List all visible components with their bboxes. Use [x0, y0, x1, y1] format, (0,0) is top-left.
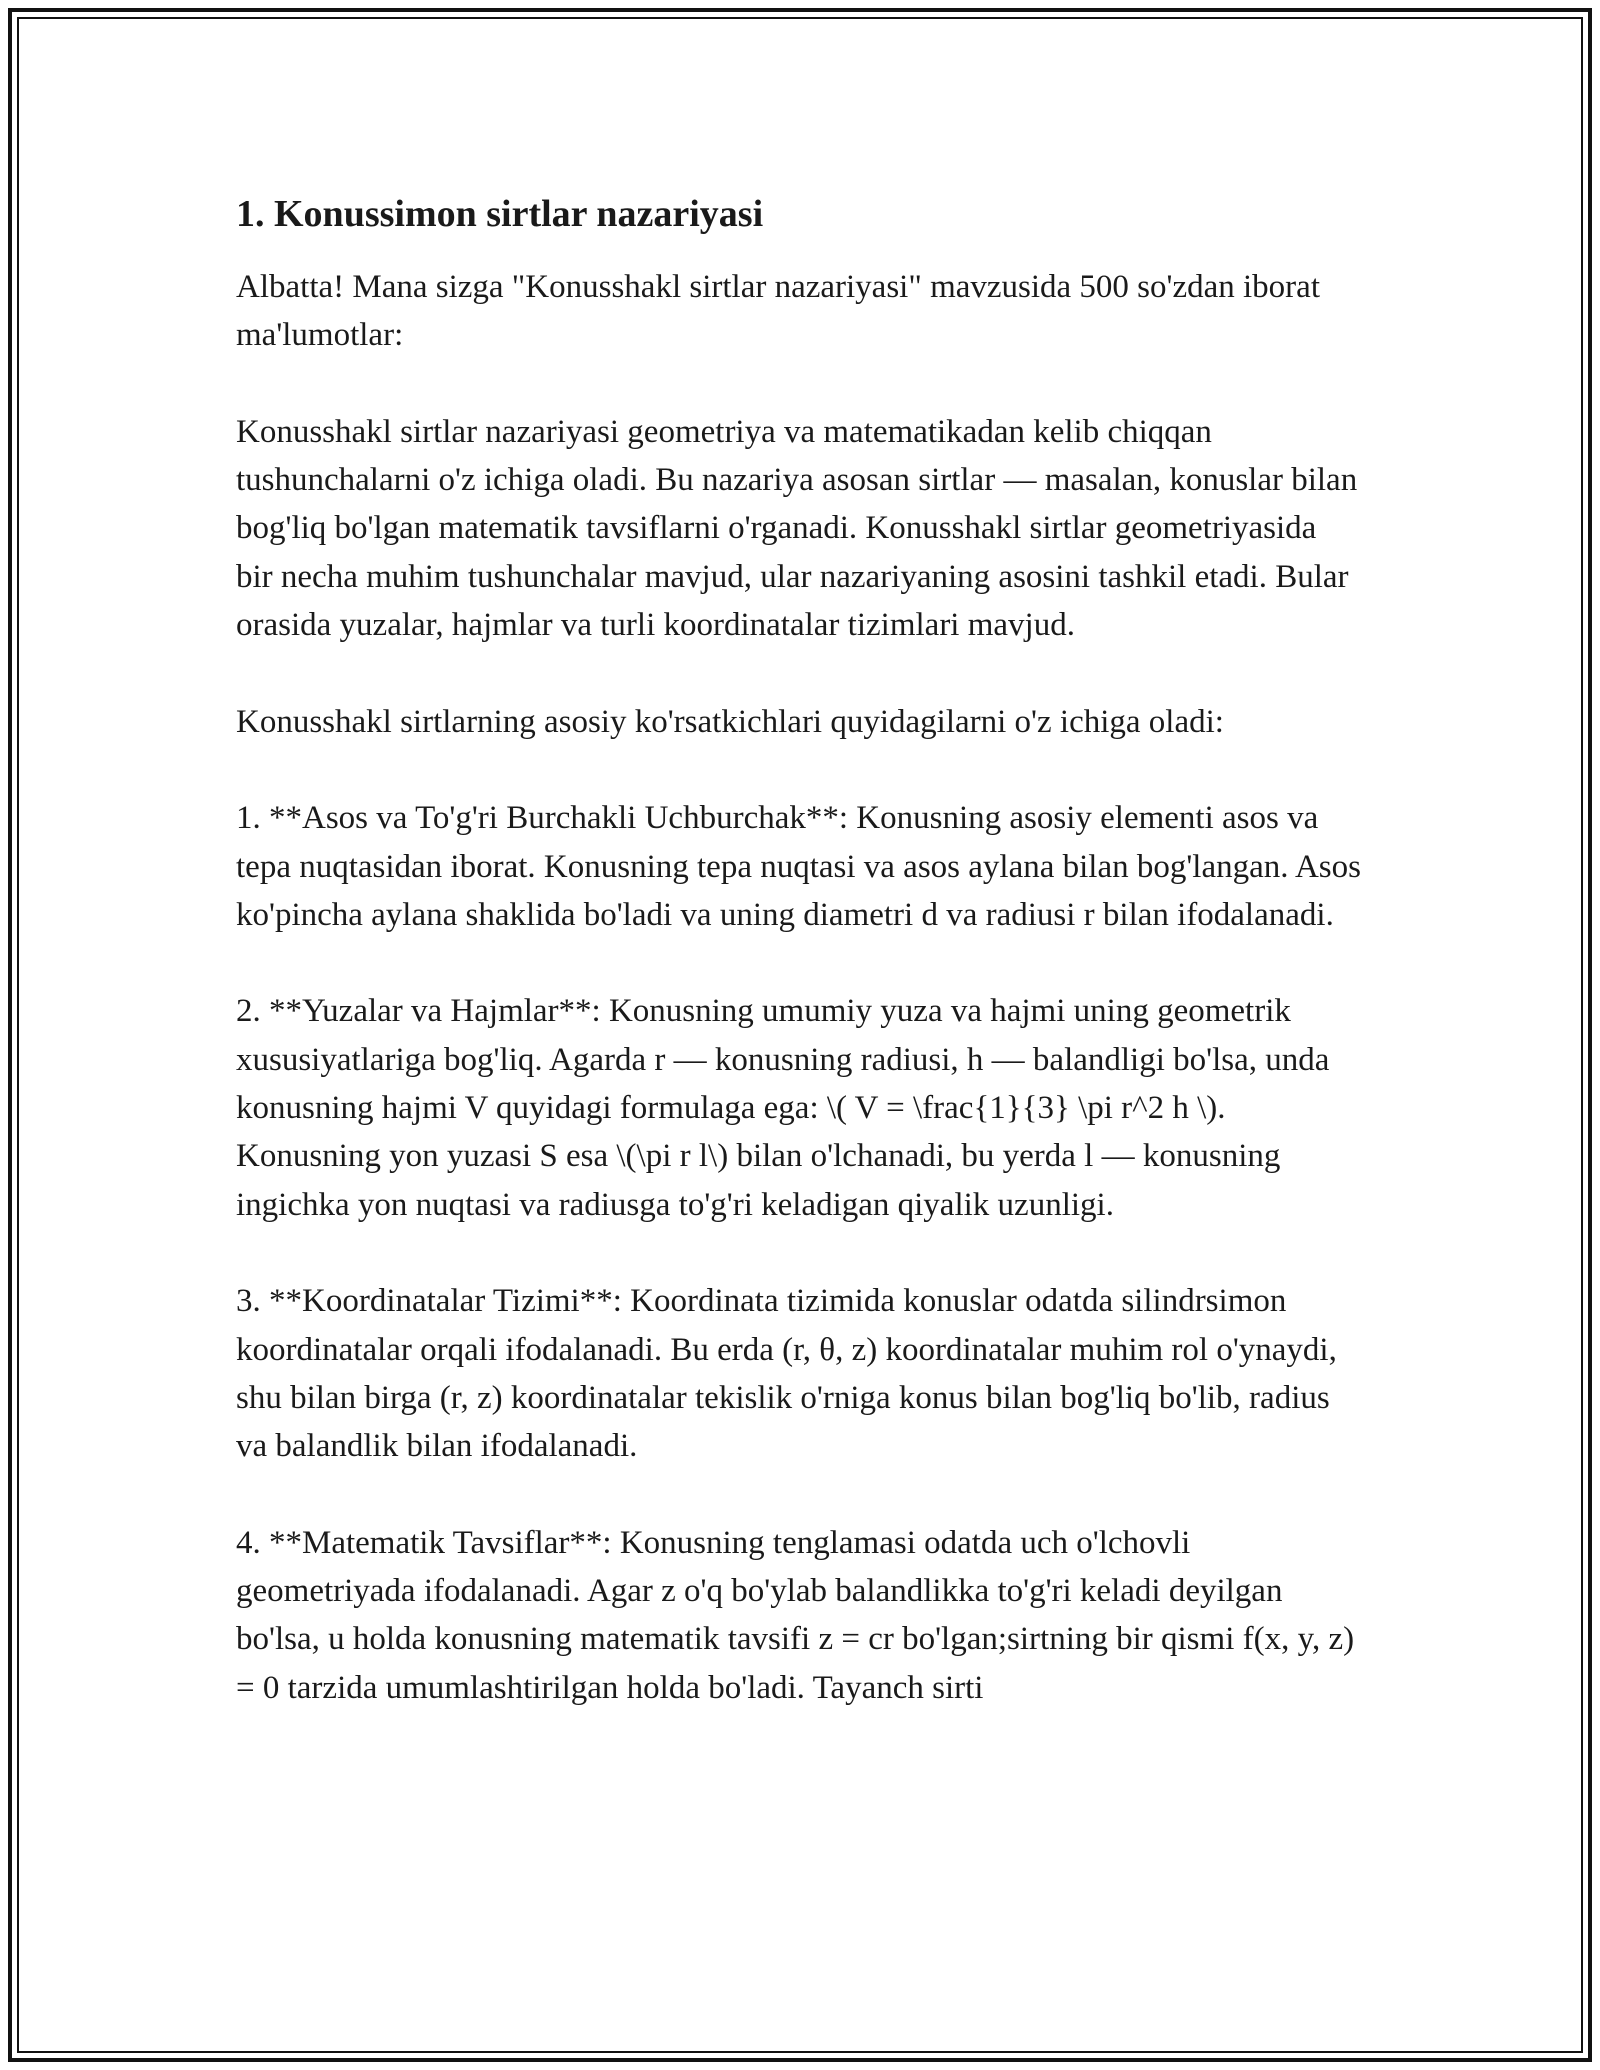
paragraph-list-intro: Konusshakl sirtlarning asosiy ko'rsatkichlari quyidagilarni o'z ichiga oladi:: [236, 703, 1224, 740]
list-item-mathematical-descriptions: 4. **Matematik Tavsiflar**: Konusning tenglamasi odatda uch o'lchovli geometriyada ifodalanadi. Agar z o'q bo'ylab balandlikka to'g'ri keladi deyilgan bo'lsa, u holda konusning matematik tavsifi z = cr bo'lgan;sirtning bir qismi f(x, y, z) = 0 tarzida umumlashtirilgan holda bo'ladi. Tayanch sirti: [236, 1524, 1355, 1706]
paragraph-overview: Konusshakl sirtlar nazariyasi geometriya va matematikadan kelib chiqqan tushunchalarni o'z ichiga oladi. Bu nazariya asosan sirtlar — masalan, konuslar bilan bog'liq bo'lgan matematik tavsiflarni o'rganadi. Konusshakl sirtlar geometriyasida bir necha muhim tushunchalar mavjud, ular nazariyaning asosini tashkil etadi. Bular orasida yuzalar, hajmlar va turli koordinatalar tizimlari mavjud.: [236, 413, 1358, 644]
document-body: [236, 183, 1361, 1712]
list-item-base-and-triangle: 1. **Asos va To'g'ri Burchakli Uchburchak**: Konusning asosiy elementi asos va tepa nuqtasidan iborat. Konusning tepa nuqtasi va asos aylana bilan bog'langan. Asos ko'pincha aylana shaklida bo'ladi va uning diametri d va radiusi r bilan ifodalanadi.: [236, 800, 1361, 933]
list-item-coordinate-system: 3. **Koordinatalar Tizimi**: Koordinata tizimida konuslar odatda silindrsimon koordinatalar orqali ifodalanadi. Bu erda (r, θ, z) koordinatalar muhim rol o'ynaydi, shu bilan birga (r, z) koordinatalar tekislik o'rniga konus bilan bog'liq bo'lib, radius va balandlik bilan ifodalanadi.: [236, 1283, 1337, 1465]
paragraph-intro: Albatta! Mana sizga "Konusshakl sirtlar nazariyasi" mavzusida 500 so'zdan iborat ma'lumotlar:: [236, 269, 1320, 354]
document-title: 1. Konussimon sirtlar nazariyasi: [236, 193, 764, 235]
list-item-areas-and-volumes: 2. **Yuzalar va Hajmlar**: Konusning umumiy yuza va hajmi uning geometrik xususiyatlariga bog'liq. Agarda r — konusning radiusi, h — balandligi bo'lsa, unda konusning hajmi V quyidagi formulaga ega: \( V = \frac{1}{3} \pi r^2 h \). Konusning yon yuzasi S esa \(\pi r l\) bilan o'lchanadi, bu yerda l — konusning ingichka yon nuqtasi va radiusga to'g'ri keladigan qiyalik uzunligi.: [236, 993, 1330, 1223]
